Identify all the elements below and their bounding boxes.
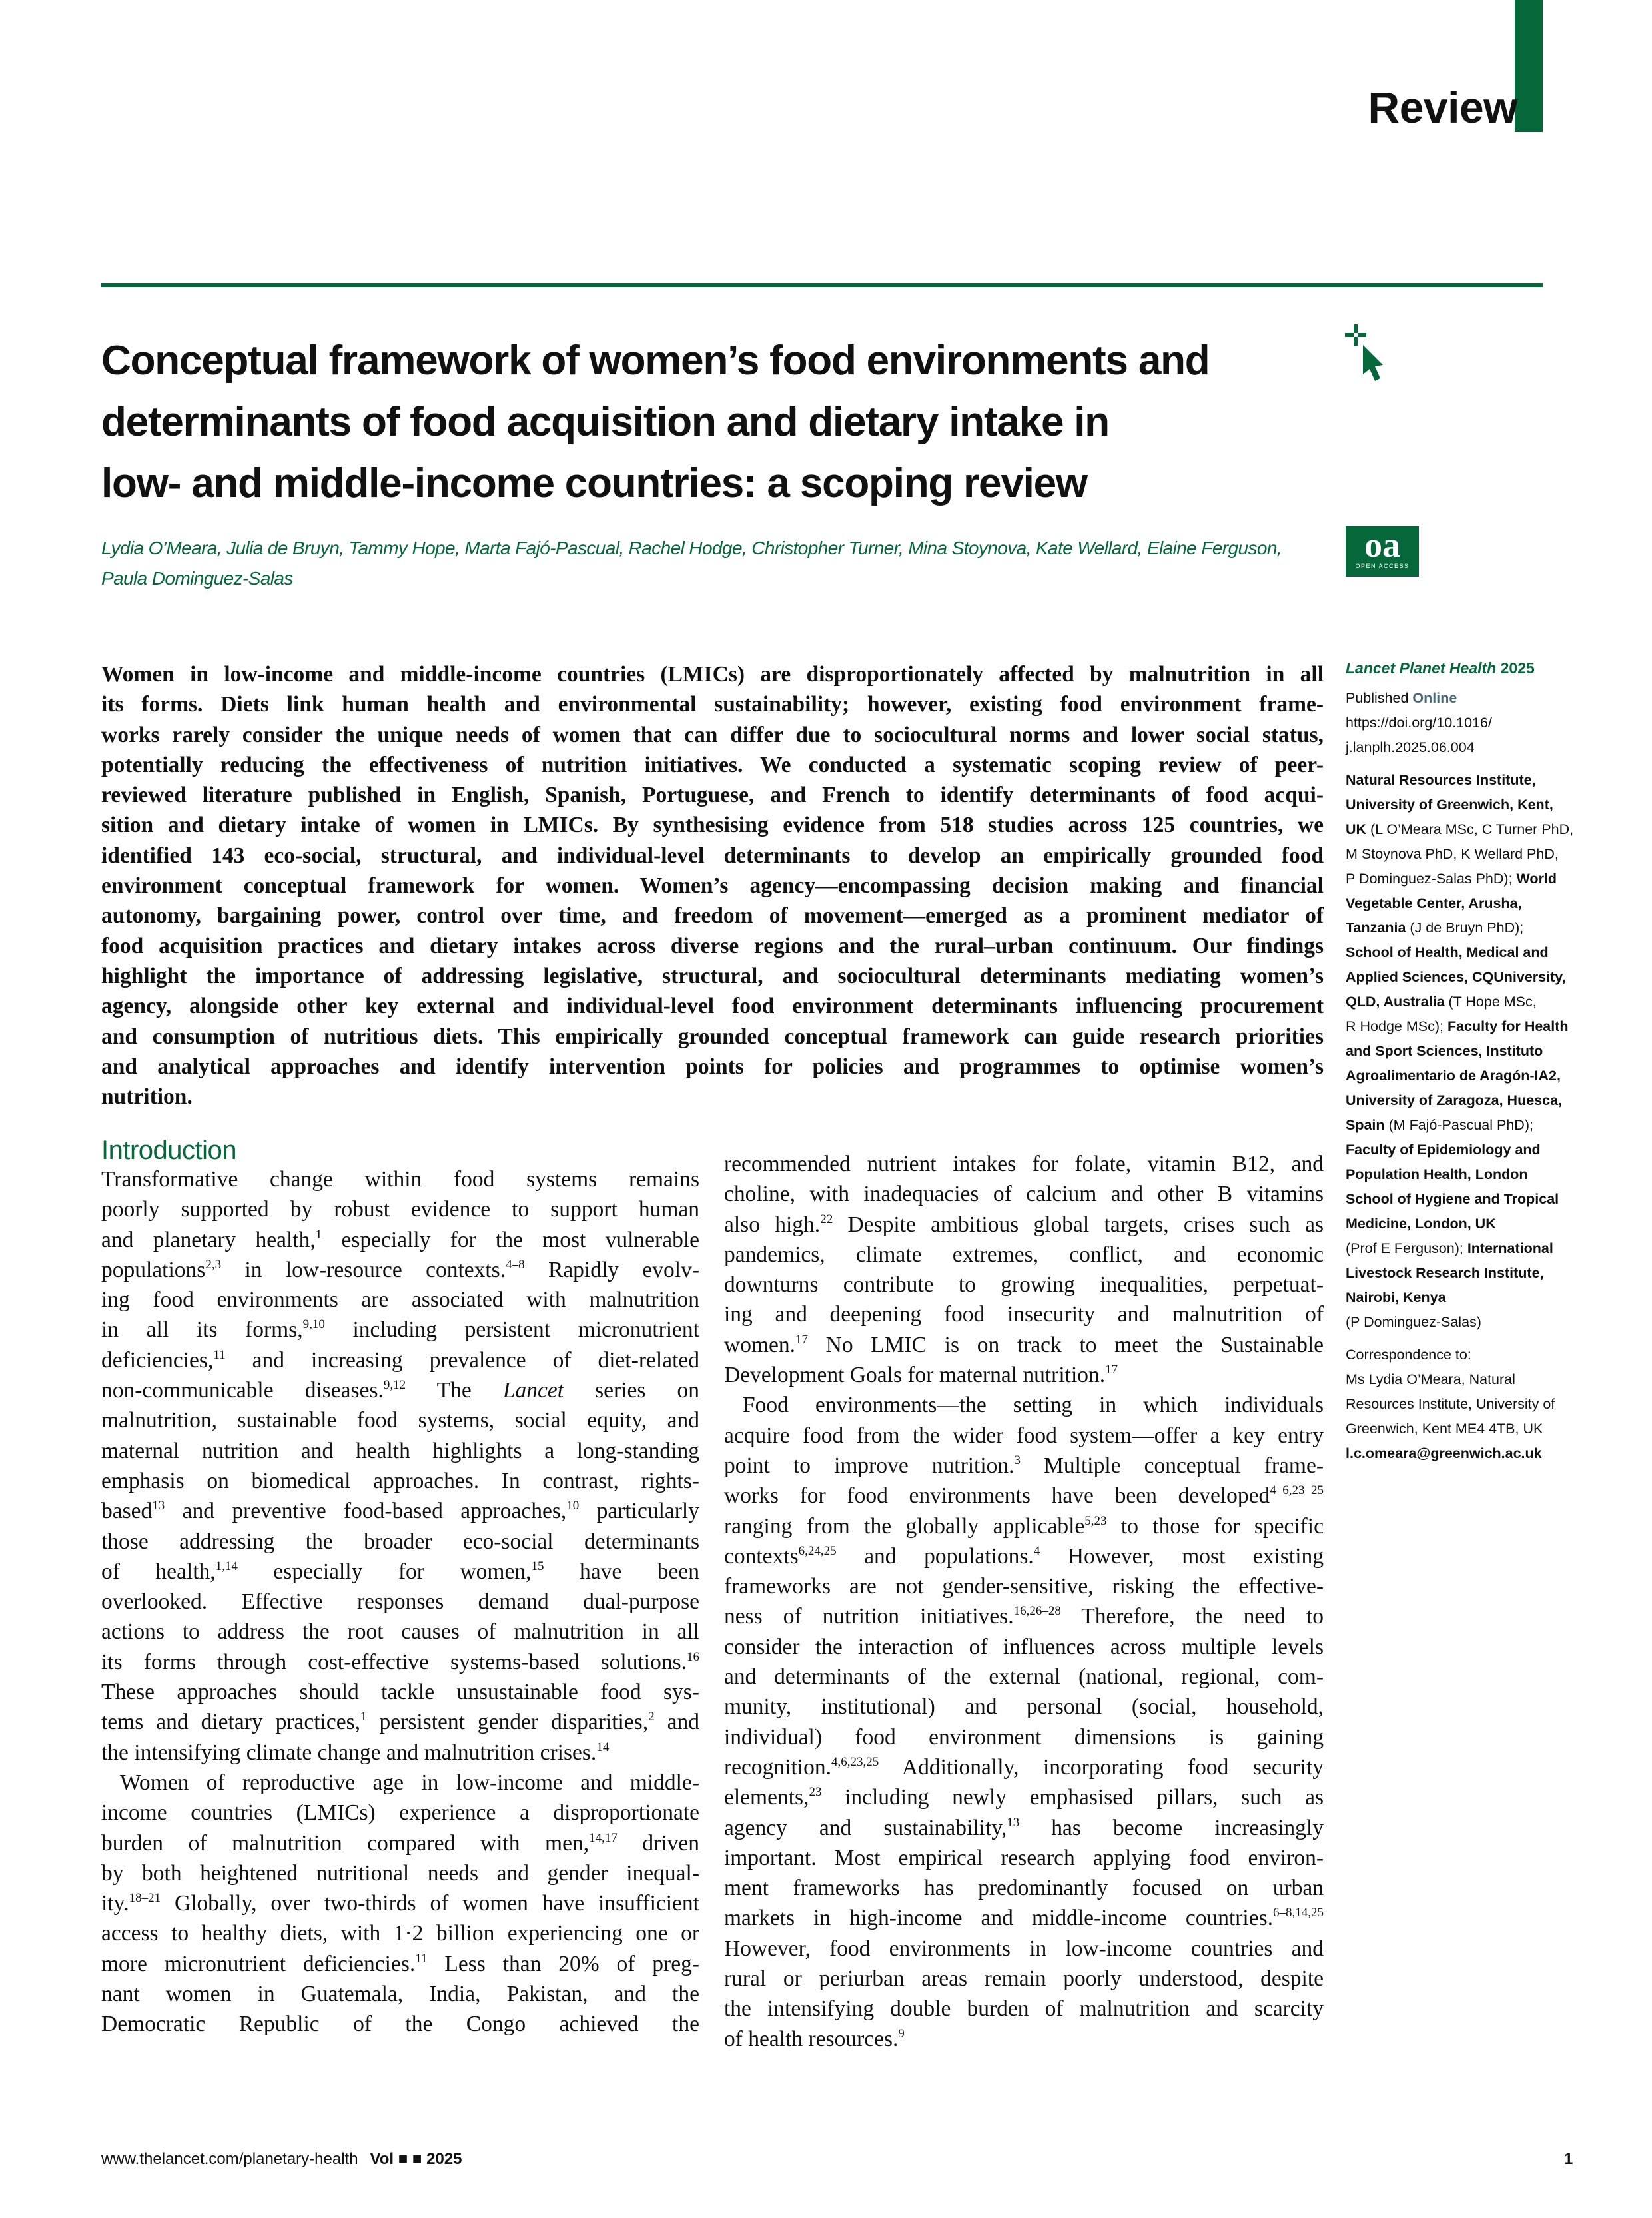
affiliation-institution: University of Greenwich, Kent, (1346, 797, 1553, 813)
body-line: Development Goals for maternal nutrition.$^{17}$ (724, 1363, 1118, 1388)
section-heading-introduction: Introduction (101, 1136, 237, 1165)
citation-reference: 2 (648, 1710, 655, 1724)
affiliation-line (1346, 1286, 1565, 1310)
citation-reference: 10 (566, 1499, 580, 1513)
body-line: Women of reproductive age in low-income and middle- (120, 1770, 699, 1795)
citation-reference: 14,17 (589, 1830, 618, 1845)
body-line: works for food environments have been developed$^{4-6,23-25}$ (724, 1483, 1324, 1509)
citation-reference: 17 (795, 1332, 808, 1347)
title-line: Conceptual framework of women’s food environments and (101, 338, 1210, 384)
affiliation-institution: Vegetable Center, Arusha, (1346, 895, 1522, 911)
body-line: important. Most empirical research applying food environ- (724, 1845, 1324, 1870)
body-line: acquire food from the wider food system—offer a key entry (724, 1423, 1324, 1448)
author-line: Paula Dominguez-Salas (101, 568, 293, 589)
body-line: access to healthy diets, with 1·2 billion experiencing one or (101, 1921, 699, 1946)
body-line: ness of nutrition initiatives.$^{16,26-28}$ Therefore, the need to (724, 1604, 1324, 1629)
affiliation-line (1346, 965, 1565, 990)
body-line: of health,$^{1,14}$ especially for women,$^{15}$ have been (101, 1559, 699, 1584)
abstract-line: food acquisition practices and dietary intakes across diverse regions and the rural–urban continuum. Our findings (101, 933, 1324, 958)
abstract-line: nutrition. (101, 1084, 193, 1110)
doi-line-1[interactable]: https://doi.org/10.1016/ (1346, 715, 1492, 731)
body-line: recommended nutrient intakes for folate, vitamin B12, and (724, 1152, 1324, 1176)
body-line: Food environments—the setting in which individuals (743, 1393, 1324, 1418)
body-line: ment frameworks has predominantly focused on urban (724, 1876, 1324, 1901)
affiliations (1346, 768, 1574, 1335)
crossmark-svg (1344, 322, 1388, 382)
citation-reference: 16,26–28 (1013, 1604, 1061, 1619)
title-line: determinants of food acquisition and dietary intake in (101, 399, 1109, 445)
affiliation-institution: Faculty of Epidemiology and (1346, 1142, 1541, 1158)
body-column-1 (101, 1135, 699, 2039)
citation-reference: 9,10 (302, 1317, 325, 1332)
body-line: income countries (LMICs) experience a disproportionate (101, 1800, 699, 1826)
body-line: ing and deepening food insecurity and malnutrition of (724, 1302, 1324, 1327)
body-line: point to improve nutrition.$^3$ Multiple conceptual frame- (724, 1453, 1324, 1478)
abstract-line: works rarely consider the unique needs of women that can differ due to sociocultural norms and lower social status, (101, 722, 1324, 747)
body-line: and planetary health,$^1$ especially for the most vulnerable (101, 1227, 699, 1252)
body-line: populations$^{2,3}$ in low-resource contexts.$^{4-8}$ Rapidly evolv- (101, 1257, 699, 1282)
affiliation-institution: World (1516, 871, 1557, 887)
citation-reference: 1,14 (215, 1559, 238, 1573)
affiliation-line (1346, 1212, 1565, 1236)
body-line: individual) food environment dimensions is gaining (724, 1724, 1324, 1750)
header-divider (101, 283, 1543, 287)
body-text-column-2 (724, 1149, 1324, 2054)
correspondence (1346, 1343, 1565, 1441)
body-line: women.$^{17}$ No LMIC is on track to meet the Sustainable (724, 1332, 1324, 1357)
affiliation-institution: Applied Sciences, CQUniversity, (1346, 969, 1566, 985)
affiliation-line (1346, 768, 1565, 793)
correspondence-email[interactable]: l.c.omeara@greenwich.ac.uk (1346, 1445, 1542, 1461)
open-access-label: OPEN ACCESS (1355, 563, 1410, 569)
body-line: munity, institutional) and personal (social, household, (724, 1694, 1324, 1720)
volume-info: Vol ■ ■ 2025 (370, 2150, 462, 2168)
spacer (1346, 1335, 1565, 1343)
spacer (1346, 760, 1565, 768)
body-line: frameworks are not gender-sensitive, risking the effective- (724, 1574, 1324, 1599)
affiliation-institution: Medicine, London, UK (1346, 1216, 1496, 1232)
body-line: ity.$^{18-21}$ Globally, over two-thirds of women have insufficient (101, 1891, 699, 1916)
body-line: ing food environments are associated with malnutrition (101, 1288, 699, 1313)
section-color-tab (1515, 0, 1543, 132)
body-text-column-1 (101, 1164, 699, 2039)
citation-reference: 9,12 (383, 1378, 406, 1393)
abstract-line: identified 143 eco-social, structural, and individual-level determinants to develop an empirically grounded food (101, 843, 1324, 868)
citation-reference: 2,3 (205, 1257, 222, 1272)
correspondence-line: Greenwich, Kent ME4 4TB, UK (1346, 1421, 1543, 1437)
body-line: in all its forms,$^{9,10}$ including persistent micronutrient (101, 1317, 699, 1343)
abstract-line: its forms. Diets link human health and environmental sustainability; however, existing food environment frame- (101, 692, 1324, 717)
body-line: markets in high-income and middle-income countries.$^{6-8,14,25}$ (724, 1906, 1324, 1931)
affiliation-line (1346, 1039, 1565, 1064)
body-column-2 (724, 1149, 1324, 2054)
correspondence-line: Ms Lydia O’Meara, Natural (1346, 1371, 1515, 1387)
citation-reference: 6,24,25 (798, 1543, 837, 1558)
published-label: Published (1346, 690, 1409, 706)
citation-reference: 4 (1033, 1543, 1040, 1558)
abstract (101, 659, 1324, 1112)
affiliation-institution: UK (1346, 821, 1367, 837)
body-line: and determinants of the external (national, regional, com- (724, 1664, 1324, 1690)
body-line: tems and dietary practices,$^1$ persistent gender disparities,$^2$ and (101, 1710, 700, 1735)
body-line: actions to address the root causes of malnutrition in all (101, 1619, 699, 1645)
body-line: downturns contribute to growing inequalities, perpetuat- (724, 1272, 1324, 1297)
affiliation-line (1346, 940, 1565, 965)
citation-reference: 22 (820, 1212, 833, 1226)
affiliation-line: (Prof E Ferguson); International (1346, 1240, 1553, 1256)
affiliation-institution: International (1467, 1240, 1553, 1256)
abstract-line: and analytical approaches and identify intervention points for policies and programmes to optimise women’s (101, 1054, 1324, 1079)
abstract-line: sition and dietary intake of women in LMICs. By synthesising evidence from 518 studies across 125 countries, we (101, 813, 1324, 838)
open-access-badge (1346, 526, 1419, 577)
body-line: These approaches should tackle unsustainable food sys- (101, 1680, 699, 1705)
body-line: by both heightened nutritional needs and gender inequal- (101, 1860, 699, 1886)
affiliation-institution: School of Hygiene and Tropical (1346, 1191, 1559, 1207)
body-line: pandemics, climate extremes, conflict, and economic (724, 1242, 1324, 1267)
citation-reference: 23 (809, 1785, 822, 1800)
affiliation-line: R Hodge MSc); Faculty for Health (1346, 1018, 1569, 1034)
body-line: contexts$^{6,24,25}$ and populations.$^4$ However, most existing (724, 1543, 1324, 1569)
italic-text: Lancet (502, 1378, 564, 1403)
crossmark-update-icon[interactable] (1344, 322, 1388, 382)
body-line: deficiencies,$^{11}$ and increasing prevalence of diet-related (101, 1347, 699, 1373)
affiliation-line (1346, 1162, 1565, 1187)
body-line: based$^{13}$ and preventive food-based approaches,$^{10}$ particularly (101, 1499, 699, 1524)
citation-reference: 16 (687, 1649, 699, 1664)
affiliation-line: Tanzania (J de Bruyn PhD); (1346, 920, 1524, 936)
body-line: consider the interaction of influences across multiple levels (724, 1634, 1324, 1659)
citation-reference: 11 (415, 1951, 428, 1966)
body-line: its forms through cost-effective systems-based solutions.$^{16}$ (101, 1649, 699, 1674)
affiliation-line (1346, 1187, 1565, 1212)
affiliation-line: M Stoynova PhD, K Wellard PhD, (1346, 846, 1559, 862)
journal-url-link[interactable]: www.thelancet.com/planetary-health (101, 2150, 358, 2168)
correspondence-line: Correspondence to: (1346, 1347, 1471, 1363)
affiliation-institution: Livestock Research Institute, (1346, 1265, 1544, 1281)
abstract-line: reviewed literature published in English, Spanish, Portuguese, and French to identify determinants of food acqui- (101, 783, 1324, 808)
affiliation-line (1346, 1064, 1565, 1088)
affiliation-institution: University of Zaragoza, Huesca, (1346, 1092, 1562, 1108)
body-line: the intensifying double burden of malnutrition and scarcity (724, 1996, 1324, 2022)
affiliation-institution: QLD, Australia (1346, 994, 1445, 1010)
published-online (1346, 686, 1565, 711)
affiliation-line (1346, 891, 1565, 916)
doi-line-2[interactable]: j.lanplh.2025.06.004 (1346, 739, 1475, 755)
citation-reference: 1 (360, 1710, 367, 1724)
abstract-line: highlight the importance of addressing legislative, structural, and sociocultural determinants mediating women’s (101, 963, 1324, 988)
body-line: malnutrition, sustainable food systems, social equity, and (101, 1408, 699, 1433)
citation-reference: 13 (152, 1499, 165, 1513)
affiliation-institution: Population Health, London (1346, 1166, 1528, 1182)
body-line: of health resources.$^9$ (724, 2026, 905, 2051)
body-line: ranging from the globally applicable$^{5,23}$ to those for specific (724, 1513, 1324, 1539)
body-line: non-communicable diseases.$^{9,12}$ The Lancet series on (101, 1378, 700, 1403)
citation-reference: 5,23 (1084, 1513, 1107, 1528)
affiliation-line: QLD, Australia (T Hope MSc, (1346, 994, 1537, 1010)
margin-sidebar (1346, 656, 1574, 1466)
title-line: low- and middle-income countries: a scoping review (101, 460, 1087, 506)
citation-reference: 4–6,23–25 (1270, 1483, 1324, 1498)
abstract-line: agency, alongside other key external and individual-level food environment determinants influencing procurement (101, 994, 1324, 1019)
affiliation-line: (P Dominguez-Salas) (1346, 1314, 1481, 1330)
body-line: recognition.$^{4,6,23,25}$ Additionally, incorporating food security (724, 1754, 1324, 1780)
body-line: overlooked. Effective responses demand dual-purpose (101, 1589, 699, 1615)
affiliation-line (1346, 1088, 1565, 1113)
body-line: the intensifying climate change and malnutrition crises.$^{14}$ (101, 1740, 610, 1765)
affiliation-institution: Natural Resources Institute, (1346, 772, 1536, 788)
body-line: agency and sustainability,$^{13}$ has become increasingly (724, 1815, 1324, 1840)
abstract-line: autonomy, bargaining power, control over time, and freedom of movement—emerged as a prominent mediator of (101, 903, 1324, 928)
abstract-line: Women in low-income and middle-income countries (LMICs) are disproportionately affected by malnutrition in all (101, 662, 1324, 687)
citation-reference: 17 (1105, 1363, 1118, 1377)
citation-reference: 4–8 (506, 1257, 525, 1272)
affiliation-institution: and Sport Sciences, Instituto (1346, 1043, 1543, 1059)
body-line: poorly supported by robust evidence to support human (101, 1197, 699, 1222)
affiliation-line: Spain (M Fajó-Pascual PhD); (1346, 1117, 1533, 1133)
body-line: more micronutrient deficiencies.$^{11}$ Less than 20% of preg- (101, 1951, 699, 1976)
citation-reference: 13 (1007, 1815, 1020, 1830)
open-access-icon: oa (1364, 525, 1400, 565)
journal-citation (1346, 656, 1565, 681)
citation-reference: 11 (213, 1347, 226, 1362)
author-list (101, 533, 1327, 594)
affiliation-institution: Agroalimentario de Aragón-IA2, (1346, 1068, 1561, 1084)
affiliation-institution: Nairobi, Kenya (1346, 1290, 1446, 1305)
page-number: 1 (1564, 2150, 1573, 2168)
citation-reference: 15 (531, 1559, 544, 1573)
article-title (101, 330, 1327, 514)
abstract-line: environment conceptual framework for women. Women’s agency—encompassing decision making and financial (101, 873, 1324, 899)
correspondence-line: Resources Institute, University of (1346, 1396, 1555, 1412)
affiliation-line (1346, 1138, 1565, 1162)
author-line: Lydia O’Meara, Julia de Bruyn, Tammy Hope, Marta Fajó-Pascual, Rachel Hodge, Christopher Turner, Mina Stoynova, Kate Wellard, Elaine Ferguson, (101, 538, 1282, 558)
affiliation-institution: School of Health, Medical and (1346, 944, 1549, 960)
affiliation-line: P Dominguez-Salas PhD); World (1346, 871, 1557, 887)
citation-reference: 4,6,23,25 (831, 1754, 879, 1769)
affiliation-institution: Spain (1346, 1117, 1385, 1133)
citation-reference: 1 (315, 1227, 322, 1242)
citation-reference: 9 (898, 2026, 905, 2041)
journal-year: 2025 (1500, 659, 1535, 677)
journal-name: Lancet Planet Health (1346, 659, 1497, 677)
body-line: Transformative change within food systems remains (101, 1167, 699, 1192)
citation-reference: 14 (596, 1740, 610, 1754)
affiliation-line: UK (L O’Meara MSc, C Turner PhD, (1346, 821, 1574, 837)
abstract-line: potentially reducing the effectiveness of nutrition initiatives. We conducted a systematic scoping review of peer- (101, 752, 1324, 777)
body-line: also high.$^{22}$ Despite ambitious global targets, crises such as (724, 1212, 1324, 1237)
footer-journal-url (101, 2150, 462, 2169)
affiliation-line (1346, 793, 1565, 817)
section-label: Review (1368, 83, 1517, 132)
body-line: nant women in Guatemala, India, Pakistan, and the (101, 1982, 699, 2007)
citation-reference: 3 (1014, 1453, 1021, 1467)
abstract-line: and consumption of nutritious diets. This empirically grounded conceptual framework can guide research priorities (101, 1024, 1324, 1049)
body-line: rural or periurban areas remain poorly understood, despite (724, 1966, 1324, 1992)
body-line: Democratic Republic of the Congo achieved the (101, 2012, 699, 2037)
body-line: emphasis on biomedical approaches. In contrast, rights- (101, 1468, 699, 1493)
affiliation-line (1346, 1261, 1565, 1286)
online-link[interactable]: Online (1412, 690, 1457, 706)
affiliation-institution: Tanzania (1346, 920, 1406, 936)
body-line: those addressing the broader eco-social determinants (101, 1529, 699, 1554)
citation-reference: 18–21 (129, 1891, 161, 1906)
citation-reference: 6–8,14,25 (1273, 1906, 1324, 1920)
affiliation-institution: Faculty for Health (1447, 1018, 1569, 1034)
body-line: burden of malnutrition compared with men,$^{14,17}$ driven (101, 1830, 699, 1856)
body-line: However, food environments in low-income countries and (724, 1936, 1324, 1961)
body-line: choline, with inadequacies of calcium and other B vitamins (724, 1182, 1324, 1207)
body-line: elements,$^{23}$ including newly emphasised pillars, such as (724, 1785, 1324, 1810)
body-line: maternal nutrition and health highlights a long-standing (101, 1438, 699, 1463)
